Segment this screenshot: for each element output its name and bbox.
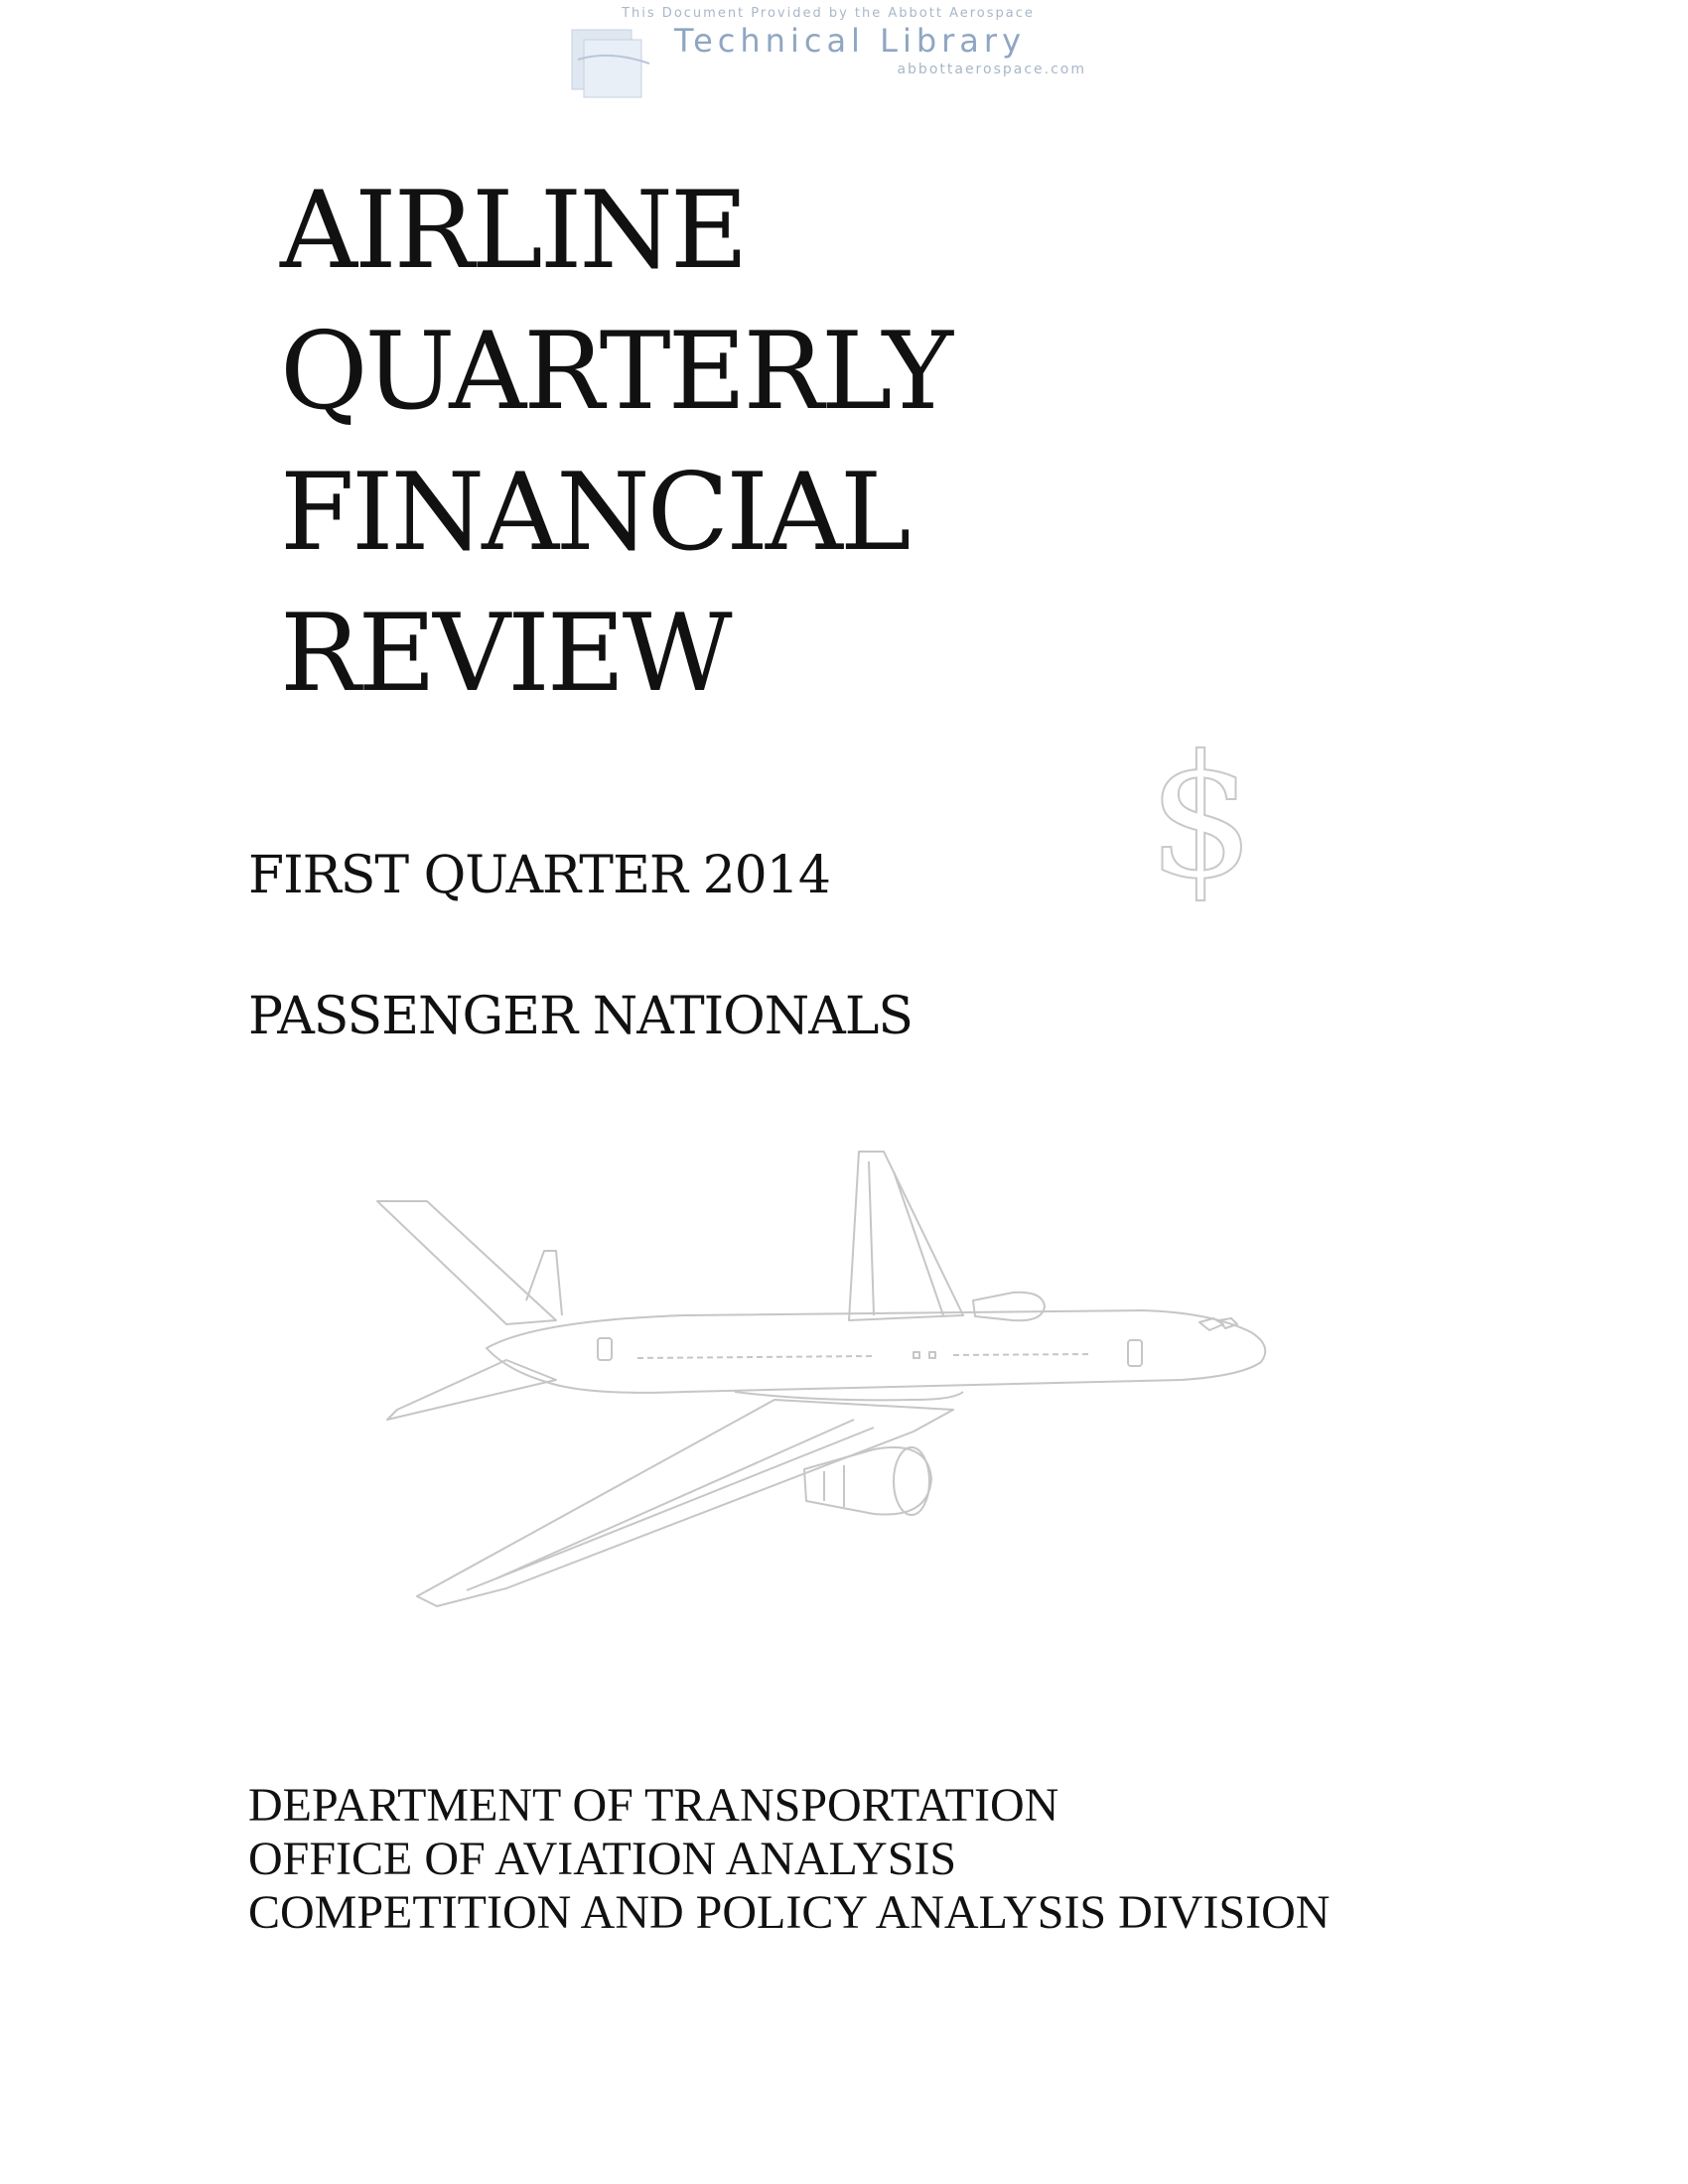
library-watermark [570,6,1086,105]
watermark-website: abbottaerospace.com [897,62,1086,77]
publisher-line: OFFICE OF AVIATION ANALYSIS [248,1833,957,1885]
watermark-provided-by: This Document Provided by the Abbott Aerospace [622,6,1035,21]
watermark-library-name: Technical Library [674,22,1026,60]
report-quarter: FIRST QUARTER 2014 [248,846,830,905]
airliner-icon [357,1112,1291,1628]
publisher-line: DEPARTMENT OF TRANSPORTATION [248,1779,1059,1832]
publisher-block [248,1779,1330,1940]
report-category: PASSENGER NATIONALS [248,987,914,1046]
title-line: REVIEW [280,592,730,716]
title-line: QUARTERLY [280,310,950,434]
title-line: FINANCIAL [280,451,909,575]
publisher-line: COMPETITION AND POLICY ANALYSIS DIVISION [248,1886,1331,1939]
dollar-icon [1132,735,1271,903]
svg-text:$: $ [1147,735,1256,903]
title-line: AIRLINE [280,169,746,293]
report-title [280,161,1174,725]
